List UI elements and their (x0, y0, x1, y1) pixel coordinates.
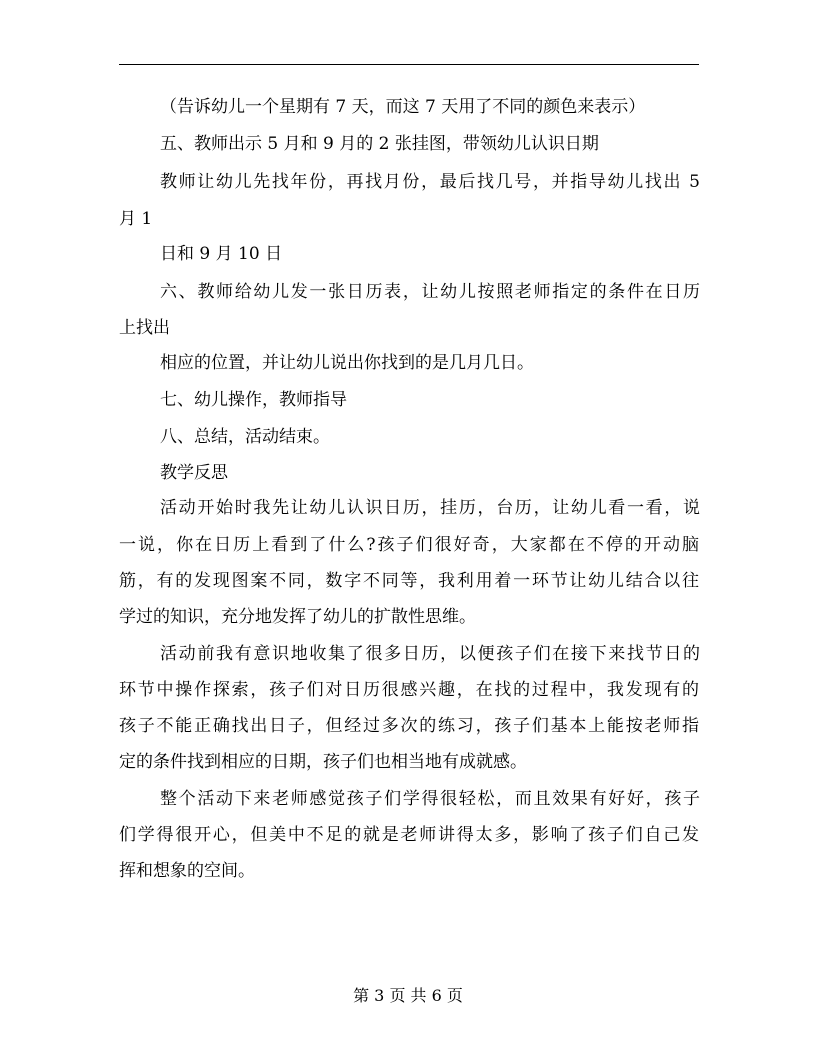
text-line-18: 孩子不能正确找出日子，但经过多次的练习，孩子们基本上能按老师指 (119, 716, 699, 736)
text-line-7: 上找出 (119, 318, 170, 338)
text-line-16: 活动前我有意识地收集了很多日历，以便孩子们在接下来找节日的 (160, 644, 700, 664)
text-line-21: 们学得很开心，但美中不足的就是老师讲得太多，影响了孩子们自己发 (119, 825, 699, 845)
text-line-4: 月 1 (119, 209, 153, 229)
text-line-17: 环节中操作探索，孩子们对日历很感兴趣，在找的过程中，我发现有的 (119, 680, 699, 700)
section-heading: 教学反思 (160, 463, 228, 483)
page-footer: 第 3 页 共 6 页 (353, 986, 463, 1005)
text-line-3: 教师让幼儿先找年份，再找月份，最后找几号，并指导幼儿找出 5 (160, 172, 700, 192)
text-line-6: 六、教师给幼儿发一张日历表，让幼儿按照老师指定的条件在日历 (160, 282, 700, 302)
header-rule (119, 64, 699, 65)
text-line-19: 定的条件找到相应的日期，孩子们也相当地有成就感。 (119, 752, 527, 772)
text-line-5: 日和 9 月 10 日 (160, 244, 283, 264)
text-line-8: 相应的位置，并让幼儿说出你找到的是几月几日。 (160, 353, 534, 373)
text-line-15: 学过的知识，充分地发挥了幼儿的扩散性思维。 (119, 607, 476, 627)
text-line-1: （告诉幼儿一个星期有 7 天，而这 7 天用了不同的颜色来表示） (160, 97, 646, 117)
text-line-9: 七、幼儿操作，教师指导 (160, 390, 347, 410)
text-line-13: 一说，你在日历上看到了什么?孩子们很好奇，大家都在不停的开动脑 (119, 535, 699, 555)
text-line-2: 五、教师出示 5 月和 9 月的 2 张挂图，带领幼儿认识日期 (160, 134, 599, 154)
text-line-10: 八、总结，活动结束。 (160, 427, 330, 447)
text-line-12: 活动开始时我先让幼儿认识日历，挂历，台历，让幼儿看一看，说 (160, 498, 700, 518)
text-line-14: 筋，有的发现图案不同，数字不同等，我利用着一环节让幼儿结合以往 (119, 571, 699, 591)
text-line-20: 整个活动下来老师感觉孩子们学得很轻松，而且效果有好好，孩子 (160, 789, 700, 809)
text-line-22: 挥和想象的空间。 (119, 861, 255, 881)
